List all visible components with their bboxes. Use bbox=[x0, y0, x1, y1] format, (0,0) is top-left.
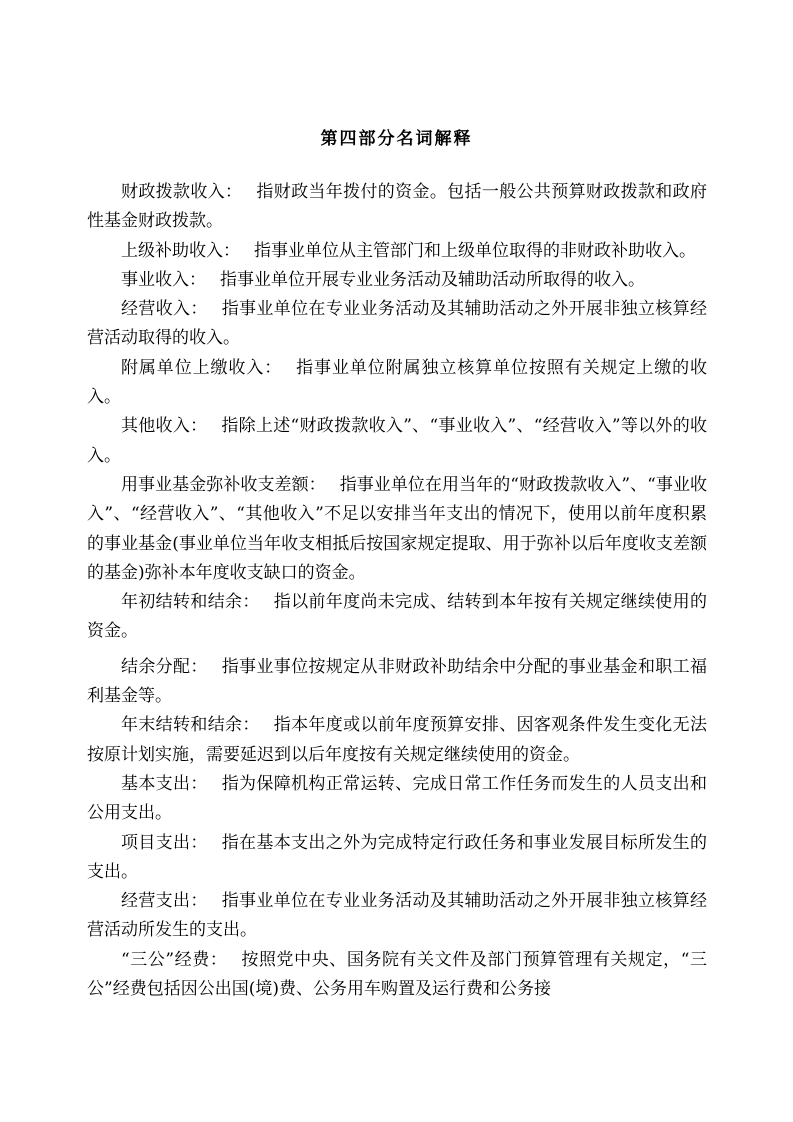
page-title: 第四部分名词解释 bbox=[320, 129, 473, 149]
glossary-term: 事业收入： bbox=[121, 269, 206, 290]
glossary-entry bbox=[87, 178, 707, 237]
glossary-term: 结余分配： bbox=[121, 656, 208, 677]
glossary-term: 其他收入： bbox=[121, 416, 208, 437]
glossary-definition: 指事业事位按规定从非财政补助结余中分配的事业基金和职工福利基金等。 bbox=[87, 656, 707, 707]
glossary-term: 年末结转和结余： bbox=[121, 715, 260, 736]
glossary-entry bbox=[87, 770, 707, 829]
glossary-definition: 指除上述“财政拨款收入”、“事业收入”、“经营收入”等以外的收入。 bbox=[87, 416, 707, 466]
glossary-definition: 指事业单位在专业业务活动及其辅助活动之外开展非独立核算经营活动取得的收入。 bbox=[87, 299, 707, 349]
glossary-definition: 指事业单位附属独立核算单位按照有关规定上缴的收入。 bbox=[87, 357, 708, 408]
glossary-entry bbox=[87, 266, 707, 295]
glossary-body bbox=[87, 178, 707, 1004]
glossary-definition: 指本年度或以前年度预算安排、因客观条件发生变化无法按原计划实施，需要延迟到以后年度按有关规定继续使用的资金。 bbox=[87, 715, 707, 765]
glossary-entry bbox=[87, 295, 707, 354]
glossary-definition: 指以前年度尚未完成、结转到本年按有关规定继续使用的资金。 bbox=[87, 592, 707, 642]
glossary-definition: 指事业单位开展专业业务活动及辅助活动所取得的收入。 bbox=[220, 269, 645, 290]
glossary-term: 项目支出： bbox=[121, 832, 208, 853]
glossary-entry bbox=[87, 412, 707, 471]
glossary-definition: 指事业单位在专业业务活动及其辅助活动之外开展非独立核算经营活动所发生的支出。 bbox=[87, 891, 707, 941]
glossary-term: 经营收入： bbox=[121, 299, 208, 320]
glossary-definition: 按照党中央、国务院有关文件及部门预算管理有关规定，“三公”经费包括因公出国(境)费、公务用车购置及运行费和公务接 bbox=[87, 949, 707, 1000]
glossary-entry bbox=[87, 711, 707, 770]
glossary-entry bbox=[87, 237, 707, 266]
glossary-term: 经营支出： bbox=[121, 891, 208, 912]
glossary-entry bbox=[87, 471, 707, 588]
glossary-definition: 指为保障机构正常运转、完成日常工作任务而发生的人员支出和公用支出。 bbox=[87, 773, 707, 824]
glossary-entry bbox=[87, 829, 707, 888]
glossary-term: 附属单位上缴收入： bbox=[121, 357, 283, 378]
glossary-entry bbox=[87, 588, 707, 647]
glossary-definition: 指事业单位从主管部门和上级单位取得的非财政补助收入。 bbox=[254, 240, 696, 261]
glossary-definition: 指事业单位在用当年的“财政拨款收入”、“事业收入”、“经营收入”、“其他收入”不足以安排当年支出的情况下，使用以前年度积累的事业基金(事业单位当年收支相抵后按国家规定提取、用于弥补以后年度收支差额的基金)弥补本年度收支缺口的资金。 bbox=[87, 474, 708, 583]
glossary-term: 上级补助收入： bbox=[121, 240, 240, 261]
glossary-definition: 指财政当年拨付的资金。包括一般公共预算财政拨款和政府性基金财政拨款。 bbox=[87, 182, 707, 232]
glossary-entry bbox=[87, 946, 707, 1005]
glossary-term: 基本支出： bbox=[121, 773, 208, 794]
glossary-term: 年初结转和结余： bbox=[121, 592, 260, 613]
glossary-entry bbox=[87, 887, 707, 946]
glossary-entry bbox=[87, 653, 707, 712]
glossary-term: 财政拨款收入： bbox=[121, 182, 243, 202]
glossary-entry bbox=[87, 354, 707, 413]
glossary-term: 用事业基金弥补收支差额： bbox=[121, 474, 326, 495]
glossary-definition: 指在基本支出之外为完成特定行政任务和事业发展目标所发生的支出。 bbox=[87, 832, 707, 882]
glossary-term: “三公”经费： bbox=[121, 949, 228, 970]
